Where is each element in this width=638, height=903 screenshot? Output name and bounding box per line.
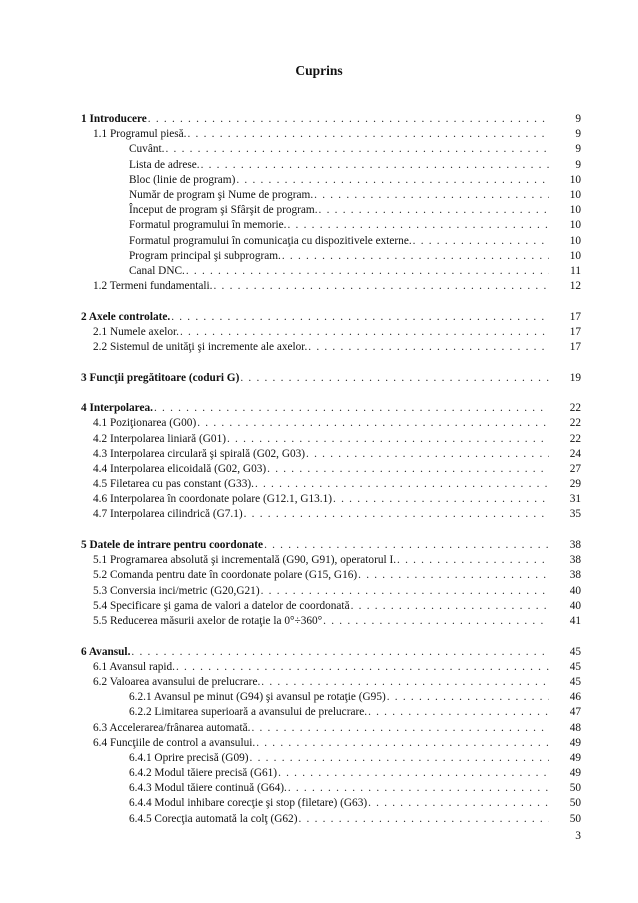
toc-entry-page: 49: [569, 767, 581, 780]
toc-leader-dots: [176, 660, 549, 675]
toc-entry-label: 6.2.1 Avansul pe minut (G94) şi avansul pe rotaţie (G95): [129, 691, 386, 704]
toc-entry-label: 4.2 Interpolarea liniară (G01): [93, 432, 226, 445]
toc-entry-page: 10: [569, 204, 581, 217]
toc-entry-page: 45: [569, 675, 581, 688]
toc-entry-label: Canal DNC.: [129, 264, 185, 277]
toc-entry: [81, 310, 581, 325]
toc-entry-page: 40: [569, 584, 581, 597]
toc-entry-page: 10: [569, 188, 581, 201]
toc-entry-label: 4.3 Interpolarea circulară şi spirală (G02, G03): [93, 447, 306, 460]
toc-entry: [81, 158, 581, 173]
toc-leader-dots: [188, 127, 550, 142]
toc-entry-label: 6.4 Funcţiile de control a avansului.: [93, 736, 256, 749]
toc-entry: [81, 675, 581, 690]
toc-leader-dots: [255, 477, 549, 492]
toc-entry: [81, 584, 581, 599]
toc-entry-label: Început de program şi Sfârşit de program.: [129, 204, 318, 217]
toc-entry: [81, 553, 581, 568]
toc-entry-page: 49: [569, 736, 581, 749]
toc-entry: [81, 279, 581, 294]
toc-entry-label: 6.2 Valoarea avansului de prelucrare.: [93, 675, 261, 688]
toc-leader-dots: [244, 507, 549, 522]
toc-entry-label: 4 Interpolarea.: [81, 402, 153, 415]
toc-leader-dots: [351, 599, 549, 614]
toc-entry: [81, 371, 581, 386]
toc-entry: [81, 477, 581, 492]
toc-entry-page: 49: [569, 751, 581, 764]
toc-entry: [81, 614, 581, 629]
toc-leader-dots: [264, 538, 549, 553]
toc-leader-dots: [154, 401, 549, 416]
toc-entry-label: 5.4 Specificare şi gama de valori a datelor de coordonată: [93, 599, 350, 612]
toc-entry-page: 17: [569, 310, 581, 323]
toc-entry: [81, 249, 581, 264]
toc-entry: [81, 447, 581, 462]
toc-entry-page: 27: [569, 462, 581, 475]
toc-entry-label: 4.5 Filetarea cu pas constant (G33).: [93, 478, 254, 491]
toc-entry-label: 4.4 Interpolarea elicoidală (G02, G03): [93, 462, 267, 475]
toc-entry-page: 11: [570, 264, 581, 277]
toc-entry: [81, 142, 581, 157]
toc-entry-label: Bloc (linie de program): [129, 173, 236, 186]
toc-entry-page: 22: [569, 402, 581, 415]
toc-entry-page: 47: [569, 706, 581, 719]
toc-leader-dots: [387, 690, 549, 705]
toc-leader-dots: [131, 645, 549, 660]
toc-entry-page: 46: [569, 691, 581, 704]
toc-entry-label: 5.5 Reducerea măsurii axelor de rotaţie la 0°÷360°: [93, 615, 323, 627]
toc-leader-dots: [227, 432, 549, 447]
toc-leader-dots: [319, 203, 549, 218]
toc-entry: [81, 705, 581, 720]
toc-entry: [81, 599, 581, 614]
toc-entry-label: 6.3 Accelerarea/frânarea automată.: [93, 721, 251, 734]
toc-entry: [81, 340, 581, 355]
toc-entry: [81, 325, 581, 340]
toc-entry-page: 38: [569, 569, 581, 582]
toc-entry-label: 6.4.3 Modul tăiere continuă (G64).: [129, 782, 287, 795]
toc-entry: [81, 432, 581, 447]
toc-entry: [81, 507, 581, 522]
toc-entry-page: 10: [569, 173, 581, 186]
toc-leader-dots: [171, 310, 549, 325]
toc-leader-dots: [256, 736, 549, 751]
toc-entry-label: 5 Datele de intrare pentru coordonate: [81, 539, 264, 552]
toc-leader-dots: [288, 218, 550, 233]
toc-entry-label: Număr de program şi Nume de program.: [129, 188, 314, 201]
toc-leader-dots: [201, 158, 549, 173]
toc-entry-page: 17: [569, 341, 581, 354]
toc-entry-page: 31: [569, 493, 581, 506]
toc-leader-dots: [267, 462, 549, 477]
toc-leader-dots: [236, 173, 549, 188]
toc-entry: [81, 401, 581, 416]
toc-entry-page: 9: [575, 128, 581, 141]
toc-leader-dots: [397, 553, 549, 568]
toc-entry-label: Lista de adrese.: [129, 158, 200, 171]
toc-entry-page: 12: [569, 280, 581, 293]
toc-entry: [81, 492, 581, 507]
toc-leader-dots: [333, 492, 549, 507]
toc-entry: [81, 462, 581, 477]
toc-entry-page: 50: [569, 812, 581, 825]
toc-entry-page: 22: [569, 432, 581, 445]
toc-entry: [81, 173, 581, 188]
toc-entry: [81, 112, 581, 127]
toc-leader-dots: [251, 721, 549, 736]
toc-entry-label: 5.2 Comanda pentru date în coordonate polare (G15, G16): [93, 569, 358, 582]
toc-leader-dots: [306, 447, 549, 462]
toc-entry: [81, 645, 581, 660]
toc-entry: [81, 736, 581, 751]
toc-leader-dots: [213, 279, 549, 294]
toc-entry-page: 10: [569, 249, 581, 262]
toc-entry: [81, 188, 581, 203]
toc-leader-dots: [261, 584, 549, 599]
toc-leader-dots: [261, 675, 549, 690]
toc-leader-dots: [250, 751, 549, 766]
toc-entry-label: 4.6 Interpolarea în coordonate polare (G12.1, G13.1): [93, 493, 333, 506]
toc-entry-label: Formatul programului în comunicaţia cu dispozitivele externe.: [129, 234, 412, 247]
toc-leader-dots: [165, 142, 549, 157]
toc-leader-dots: [298, 812, 549, 827]
toc-leader-dots: [314, 188, 549, 203]
toc-entry-label: Program principal şi subprogram.: [129, 249, 281, 262]
toc-entry-page: 41: [569, 615, 581, 627]
toc-entry: [81, 766, 581, 781]
toc-leader-dots: [282, 249, 549, 264]
toc-leader-dots: [148, 112, 549, 127]
toc-entry-label: 5.1 Programarea absolută şi incrementală (G90, G91), operatorul I.: [93, 554, 397, 567]
page-title: Cuprins: [295, 63, 343, 78]
toc-entry: [81, 568, 581, 583]
toc-leader-dots: [186, 264, 549, 279]
toc-entry: [81, 127, 581, 142]
toc-entry-label: Cuvânt.: [129, 143, 165, 156]
toc-entry-page: 24: [569, 447, 581, 460]
toc-entry-label: 1 Introducere: [81, 113, 147, 125]
toc-entry: [81, 796, 581, 811]
toc-leader-dots: [197, 416, 549, 431]
toc-entry-page: 38: [569, 554, 581, 567]
toc-leader-dots: [278, 766, 549, 781]
toc-entry: [81, 812, 581, 827]
toc-entry: [81, 751, 581, 766]
toc-leader-dots: [368, 796, 549, 811]
toc-entry: [81, 538, 581, 553]
toc-entry-label: 4.7 Interpolarea cilindrică (G7.1): [93, 508, 243, 521]
toc-leader-dots: [180, 325, 549, 340]
toc-leader-dots: [240, 371, 549, 386]
toc-entry: [81, 416, 581, 431]
toc-entry-page: 29: [569, 478, 581, 491]
toc-entry-label: 5.3 Conversia inci/metric (G20,G21): [93, 584, 260, 597]
toc-entry: [81, 721, 581, 736]
toc-entry-label: 2 Axele controlate.: [81, 310, 171, 323]
toc-entry-page: 48: [569, 721, 581, 734]
toc-entry: [81, 218, 581, 233]
toc-entry: [81, 234, 581, 249]
toc-leader-dots: [288, 781, 549, 796]
toc-entry-label: 2.1 Numele axelor.: [93, 325, 179, 338]
toc-entry-label: Formatul programului în memorie.: [129, 219, 287, 232]
toc-leader-dots: [368, 705, 549, 720]
toc-entry-page: 19: [569, 371, 581, 384]
toc-entry-page: 35: [569, 508, 581, 521]
toc-entry-label: 6.2.2 Limitarea superioară a avansului de prelucrare.: [129, 706, 368, 719]
toc-entry-label: 2.2 Sistemul de unităţi şi incremente ale axelor.: [93, 341, 308, 354]
toc-entry-page: 10: [569, 219, 581, 232]
toc-entry-label: 3 Funcţii pregătitoare (coduri G): [81, 371, 240, 384]
toc-entry: [81, 203, 581, 218]
toc-entry-label: 6.4.1 Oprire precisă (G09): [129, 751, 249, 764]
toc-entry-page: 22: [569, 417, 581, 430]
toc-leader-dots: [413, 234, 549, 249]
toc-entry-page: 45: [569, 660, 581, 673]
toc-entry: [81, 660, 581, 675]
toc-leader-dots: [308, 340, 549, 355]
toc-entry-page: 10: [569, 234, 581, 247]
toc-entry-label: 6.4.5 Corecţia automată la colţ (G62): [129, 812, 298, 825]
toc-entry-page: 17: [569, 325, 581, 338]
toc-entry-label: 6 Avansul.: [81, 645, 131, 658]
toc-entry-page: 9: [575, 143, 581, 156]
toc-entry: [81, 690, 581, 705]
toc-entry-page: 45: [569, 645, 581, 658]
toc-entry-page: 38: [569, 539, 581, 552]
toc-entry-page: 50: [569, 782, 581, 795]
toc-entry-page: 9: [575, 158, 581, 171]
table-of-contents: [81, 112, 581, 827]
toc-leader-dots: [358, 568, 549, 583]
toc-entry-label: 1.1 Programul piesă.: [93, 128, 187, 141]
toc-entry-label: 4.1 Poziţionarea (G00): [93, 417, 197, 430]
toc-entry-label: 6.4.4 Modul inhibare corecţie şi stop (filetare) (G63): [129, 797, 368, 810]
toc-entry: [81, 264, 581, 279]
page-number: 3: [575, 830, 581, 842]
toc-entry-label: 6.1 Avansul rapid.: [93, 660, 175, 673]
toc-entry: [81, 781, 581, 796]
toc-leader-dots: [323, 614, 549, 629]
toc-entry-page: 50: [569, 797, 581, 810]
toc-entry-label: 6.4.2 Modul tăiere precisă (G61): [129, 767, 278, 780]
toc-entry-page: 40: [569, 599, 581, 612]
toc-entry-label: 1.2 Termeni fundamentali.: [93, 280, 213, 293]
toc-entry-page: 9: [575, 113, 581, 125]
